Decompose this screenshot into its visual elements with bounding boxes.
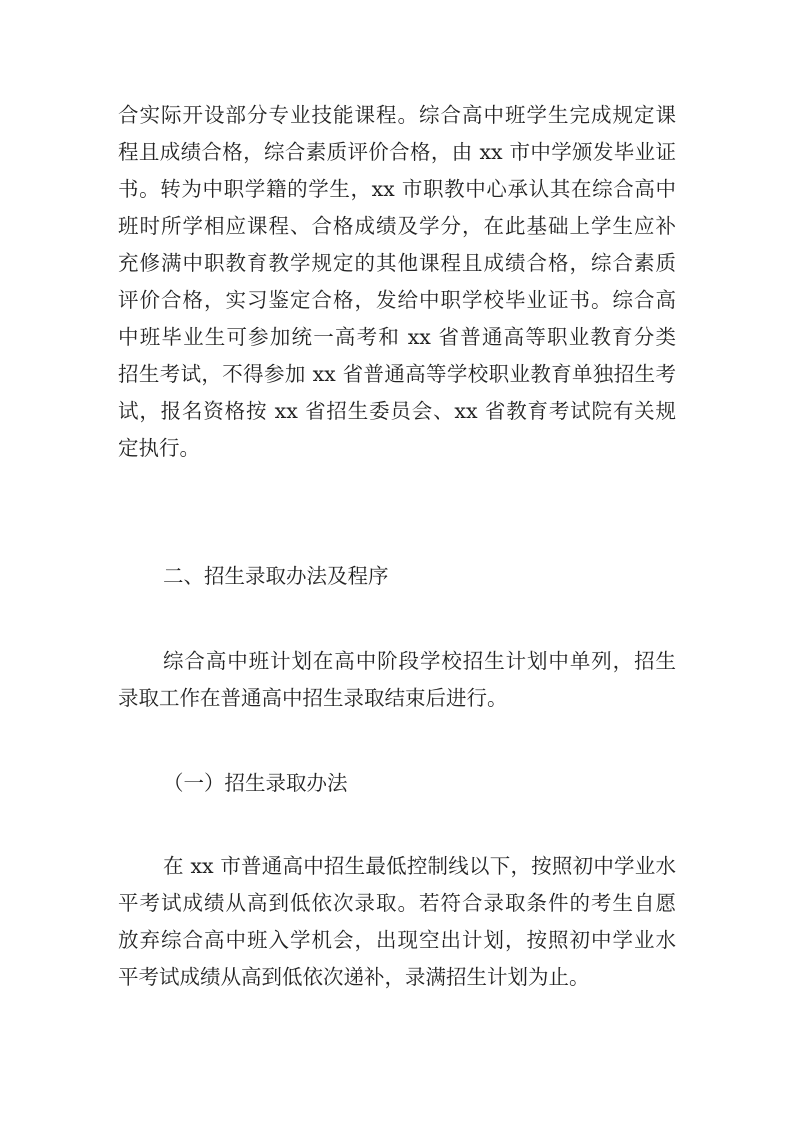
text-line: 试，报名资格按 xx 省招生委员会、xx 省教育考试院有关规 (118, 399, 676, 423)
paragraph-graduation-rules (118, 97, 676, 467)
paragraph-admission-plan (118, 643, 676, 717)
text-line: 招生考试，不得参加 xx 省普通高等学校职业教育单独招生考 (118, 362, 676, 386)
subsection-heading-admission-method: （一）招生录取办法 (163, 771, 348, 795)
text-line: 在 xx 市普通高中招生最低控制线以下，按照初中学业水 (163, 854, 676, 878)
text-line: 评价合格，实习鉴定合格，发给中职学校毕业证书。综合高 (118, 288, 676, 312)
text-line: 录取工作在普通高中招生录取结束后进行。 (118, 686, 508, 710)
text-line: 程且成绩合格，综合素质评价合格，由 xx 市中学颁发毕业证 (118, 140, 676, 164)
text-line: 定执行。 (118, 436, 200, 460)
text-line: 班时所学相应课程、合格成绩及学分，在此基础上学生应补 (118, 214, 676, 238)
text-line: 合实际开设部分专业技能课程。综合高中班学生完成规定课 (118, 103, 676, 127)
text-line: 充修满中职教育教学规定的其他课程且成绩合格，综合素质 (118, 251, 676, 275)
paragraph-admission-method (118, 848, 676, 996)
text-line: 平考试成绩从高到低依次递补，录满招生计划为止。 (118, 965, 590, 989)
section-heading-admission: 二、招生录取办法及程序 (163, 564, 389, 588)
text-line: 放弃综合高中班入学机会，出现空出计划，按照初中学业水 (118, 928, 676, 952)
text-line: 书。转为中职学籍的学生，xx 市职教中心承认其在综合高中 (118, 177, 676, 201)
text-line: 综合高中班计划在高中阶段学校招生计划中单列，招生 (163, 649, 676, 673)
text-line: 中班毕业生可参加统一高考和 xx 省普通高等职业教育分类 (118, 325, 676, 349)
text-line: 平考试成绩从高到低依次录取。若符合录取条件的考生自愿 (118, 891, 676, 915)
